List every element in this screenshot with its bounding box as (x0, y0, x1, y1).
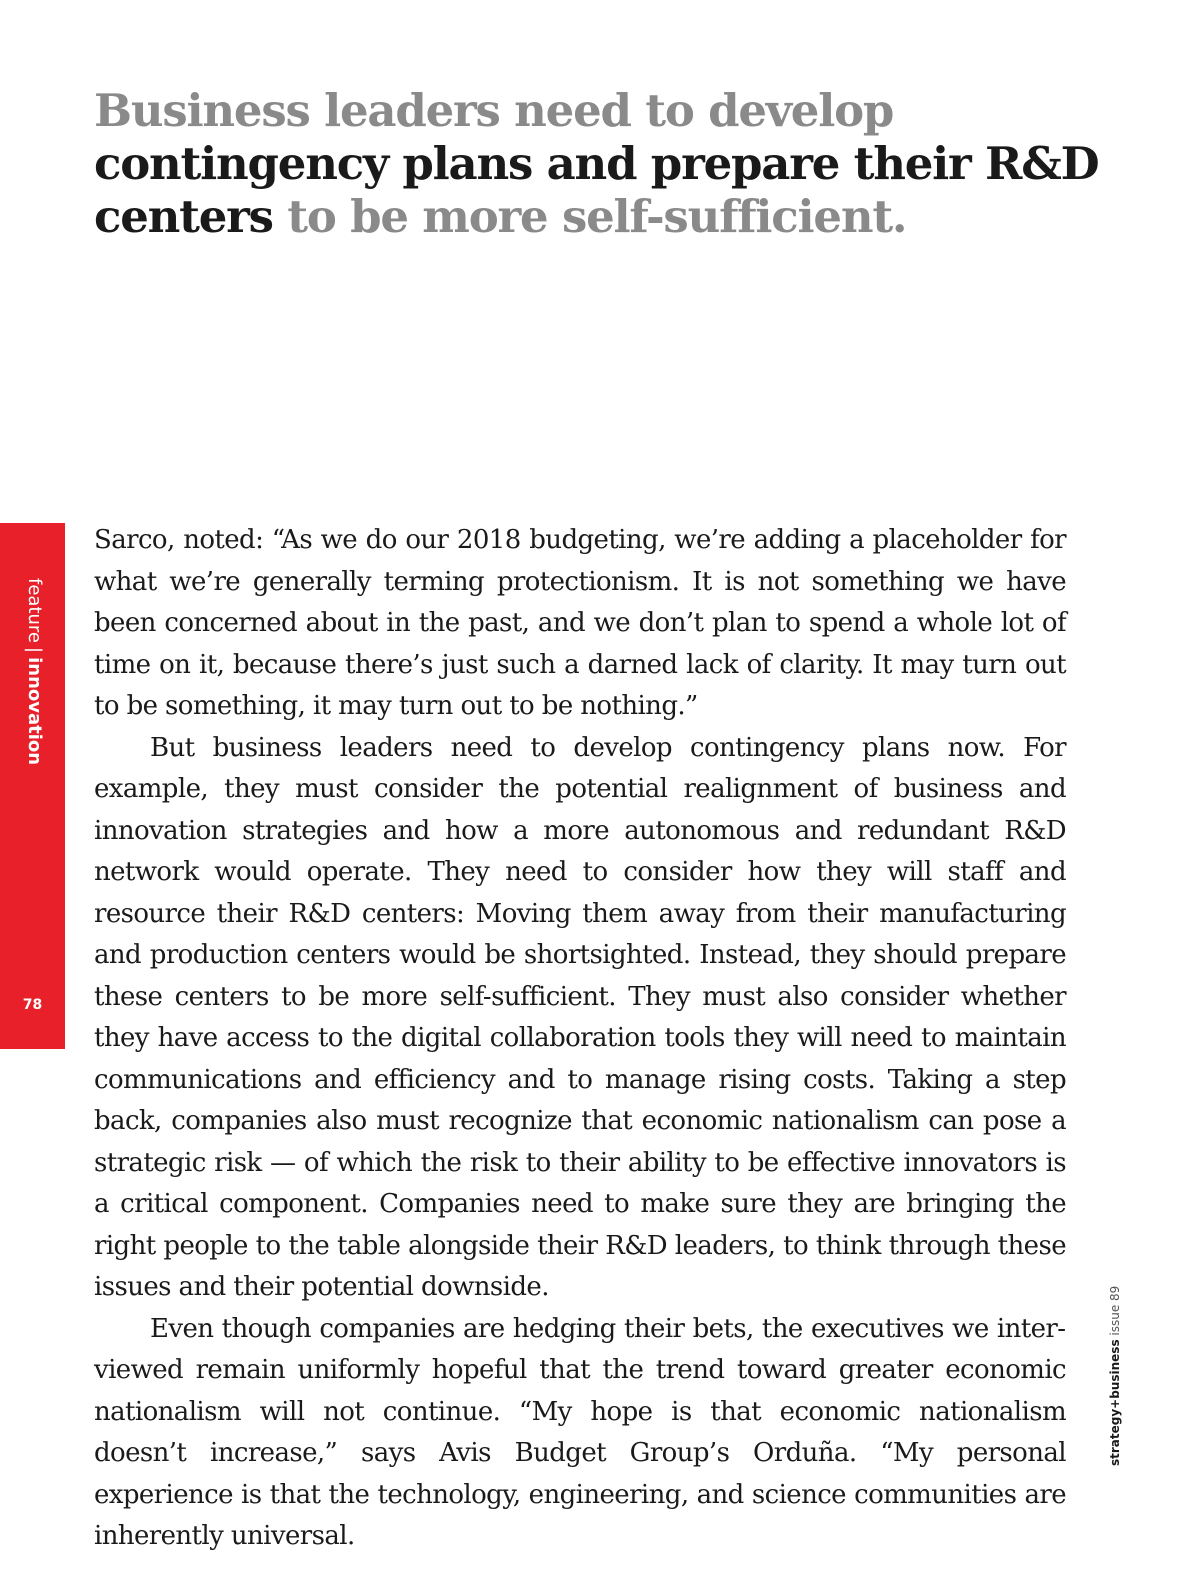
article-body (94, 520, 1066, 1558)
section-separator: | (24, 647, 45, 654)
section-topic: innovation (24, 657, 45, 766)
paragraph-3: Even though companies are hedging their bets, the executives we interviewed remain uniformly hopeful that the trend toward greater economic nationalism will not continue. “My hope is that economic nationalism doesn’t increase,” says Avis Budget Group’s Orduña. “My personal experience is that the technology, engineering, and science communities are inherently universal. (94, 1313, 1066, 1551)
paragraph-1: Sarco, noted: “As we do our 2018 budgeting, we’re adding a placeholder for what we’re generally terming protectionism. It is not something we have been concerned about in the past, and we don’t plan to spend a whole lot of time on it, because there’s just such a darned lack of clarity. It may turn out to be something, it may turn out to be nothing.” (94, 525, 1066, 721)
section-label (20, 578, 46, 778)
page-number: 78 (22, 997, 43, 1013)
pull-quote-line-3-light: to be more self-sufficient. (272, 190, 907, 243)
paragraph-2: But business leaders need to develop contingency plans now. For example, they must consider the potential realignment of business and innovation strategies and how a more autonomous and redundant R&D network would operate. They need to consider how they will staff and resource their R&D centers: Moving them away from their manufacturing and production centers would be shortsighted. Instead, they should prepare these centers to be more self-sufficient. They must also consider whether they have access to the digital collaboration tools they will need to maintain communications and efficiency and to manage rising costs. Taking a step back, companies also must recognize that economic nationalism can pose a strategic risk — of which the risk to their ability to be effective innovators is a critical component. Companies need to make sure they are bringing the right people to the table alongside their R&D leaders, to think through these issues and their potential downside. (94, 732, 1066, 1302)
pull-quote-line-3-dark: centers (94, 190, 273, 243)
publication-footer (1106, 1285, 1128, 1466)
section-name: feature (24, 578, 45, 643)
pull-quote-line-1: Business leaders need to develop (94, 84, 894, 137)
pull-quote (94, 84, 1099, 243)
pull-quote-line-2: contingency plans and prepare their R&D (94, 137, 1099, 190)
publication-name: strategy+business (1108, 1339, 1122, 1466)
pull-quote-line-3 (94, 190, 994, 243)
issue-number: issue 89 (1108, 1285, 1122, 1340)
